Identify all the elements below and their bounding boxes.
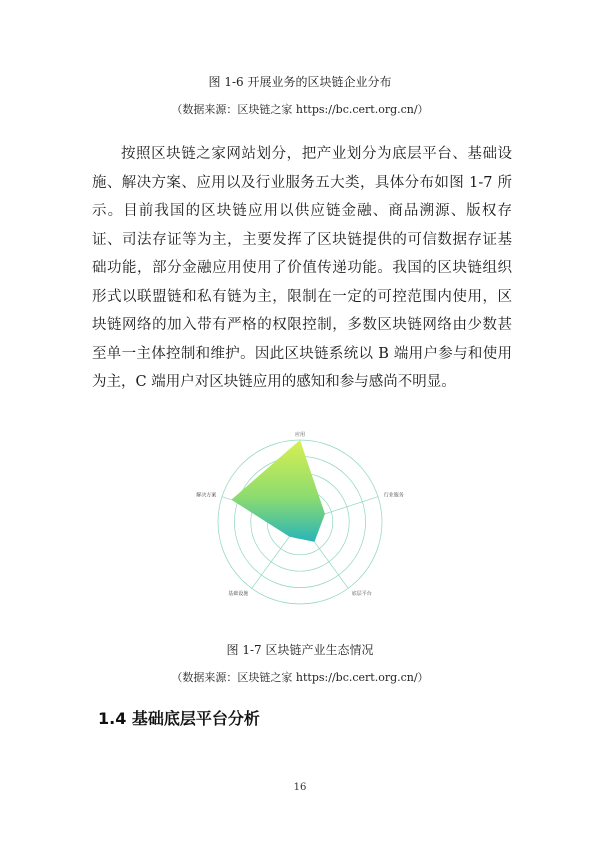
figure-1-7-source: （数据来源：区块链之家 https://bc.cert.org.cn/）	[171, 671, 429, 684]
radar-category-label: 行业服务	[383, 492, 404, 499]
section-heading: 1.4 基础底层平台分析	[98, 709, 260, 728]
figure-1-7-caption: 图 1-7 区块链产业生态情况	[226, 643, 374, 657]
figure-1-6-source: （数据来源：区块链之家 https://bc.cert.org.cn/）	[171, 103, 429, 116]
body-paragraph: 按照区块链之家网站划分，把产业划分为底层平台、基础设施、解决方案、应用以及行业服务五大类，具体分布如图 1-7 所示。目前我国的区块链应用以供应链金融、商品溯源、版权存证、司法存证等为主，主要发挥了区块链提供的可信数据存证基础功能，部分金融应用使用了价值传递功能。我国的区块链组织形式以联盟链和私有链为主，限制在一定的可控范围内使用，区块链网络的加入带有严格的权限控制，多数区块链网络由少数甚至单一主体控制和维护。因此区块链系统以 B 端用户参与和使用为主，C 端用户对区块链应用的感知和参与感尚不明显。	[92, 146, 512, 390]
page-number: 16	[293, 782, 307, 793]
radar-data-area	[231, 440, 325, 542]
radar-category-label: 解决方案	[196, 492, 217, 499]
figure-1-6-caption: 图 1-6 开展业务的区块链企业分布	[208, 75, 392, 89]
radar-category-label: 底层平台	[351, 590, 372, 597]
radar-category-label: 应用	[294, 431, 306, 438]
radar-category-label: 基础设施	[228, 590, 249, 597]
radar-chart	[170, 425, 430, 605]
